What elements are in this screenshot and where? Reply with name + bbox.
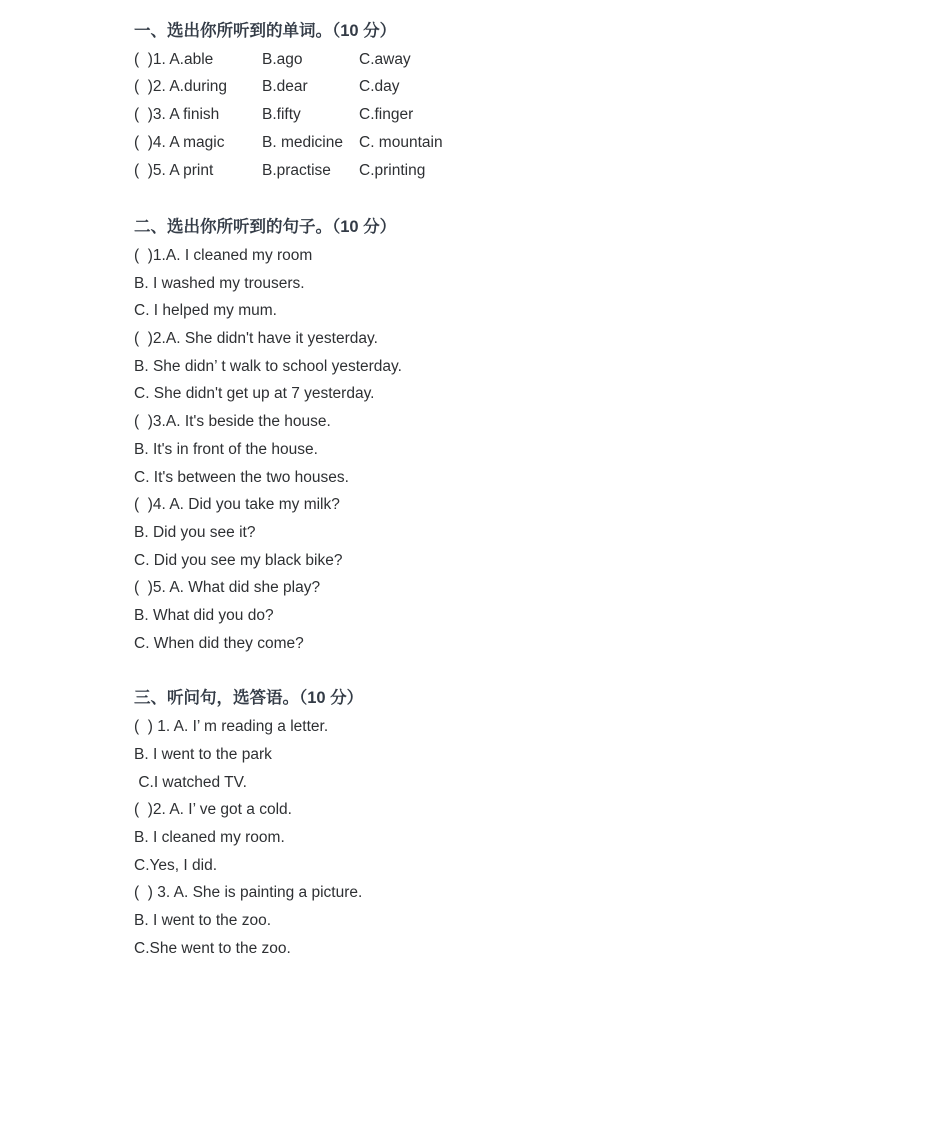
sentence-option-line: ( )3.A. It's beside the house. bbox=[134, 413, 331, 431]
sentence-option-line: C. Did you see my black bike? bbox=[134, 551, 343, 569]
word-question-row bbox=[134, 46, 874, 74]
word-question-row bbox=[134, 129, 874, 157]
option-b: B.fifty bbox=[262, 106, 301, 124]
section-1-heading: 一、选出你所听到的单词。（10 分） bbox=[134, 22, 397, 40]
sentence-option-line: B. She didn’ t walk to school yesterday. bbox=[134, 357, 402, 375]
answer-blank-and-option-a: ( )2. A.during bbox=[134, 78, 228, 96]
word-question-row bbox=[134, 73, 874, 101]
answer-option-line: C.Yes, I did. bbox=[134, 856, 218, 874]
answer-option-line: ( )2. A. I’ ve got a cold. bbox=[134, 801, 292, 819]
option-c: C.printing bbox=[359, 161, 426, 179]
answer-option-line: C.She went to the zoo. bbox=[134, 939, 291, 957]
section-listen-choose-word bbox=[134, 18, 874, 184]
sentence-option-line: C. She didn't get up at 7 yesterday. bbox=[134, 385, 375, 403]
option-b: B.ago bbox=[262, 50, 303, 68]
answer-blank-and-option-a: ( )3. A finish bbox=[134, 106, 220, 124]
sentence-option-line: ( )4. A. Did you take my milk? bbox=[134, 496, 340, 514]
answer-option-line: ( ) 3. A. She is painting a picture. bbox=[134, 884, 363, 902]
answer-blank-and-option-a: ( )1. A.able bbox=[134, 50, 214, 68]
sentence-option-line: ( )5. A. What did she play? bbox=[134, 579, 321, 597]
sentence-option-line: ( )2.A. She didn't have it yesterday. bbox=[134, 330, 378, 348]
option-b: B.practise bbox=[262, 161, 331, 179]
sentence-option-line: B. I washed my trousers. bbox=[134, 274, 305, 292]
answer-option-line: B. I went to the zoo. bbox=[134, 912, 271, 930]
section-3-heading: 三、听问句，选答语。（10 分） bbox=[134, 689, 364, 708]
section-listen-choose-sentence bbox=[134, 214, 874, 657]
answer-option-line: C.I watched TV. bbox=[134, 773, 247, 791]
option-c: C.day bbox=[359, 78, 400, 96]
sentence-option-line: B. What did you do? bbox=[134, 607, 274, 625]
sentence-option-line: C. I helped my mum. bbox=[134, 302, 277, 320]
option-b: B.dear bbox=[262, 78, 308, 96]
answer-blank-and-option-a: ( )5. A print bbox=[134, 161, 214, 179]
word-question-row bbox=[134, 157, 874, 185]
option-c: C.finger bbox=[359, 106, 414, 124]
answer-blank-and-option-a: ( )4. A magic bbox=[134, 133, 225, 151]
section-2-heading: 二、选出你所听到的句子。（10 分） bbox=[134, 218, 397, 237]
sentence-option-line: ( )1.A. I cleaned my room bbox=[134, 246, 313, 264]
sentence-option-line: C. It's between the two houses. bbox=[134, 468, 349, 486]
section-listen-choose-answer bbox=[134, 685, 874, 962]
sentence-option-line: C. When did they come? bbox=[134, 634, 304, 652]
option-b: B. medicine bbox=[262, 133, 343, 151]
sentence-option-line: B. Did you see it? bbox=[134, 523, 256, 541]
answer-option-line: B. I went to the park bbox=[134, 745, 272, 763]
word-question-row bbox=[134, 101, 874, 129]
answer-option-line: B. I cleaned my room. bbox=[134, 828, 285, 846]
option-c: C. mountain bbox=[359, 133, 443, 151]
answer-option-line: ( ) 1. A. I’ m reading a letter. bbox=[134, 718, 329, 736]
option-c: C.away bbox=[359, 50, 411, 68]
sentence-option-line: B. It's in front of the house. bbox=[134, 440, 318, 458]
